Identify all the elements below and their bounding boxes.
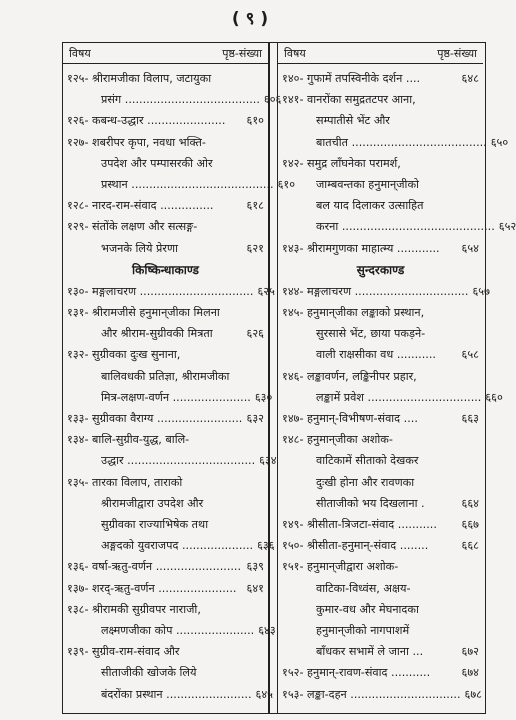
entry-text: १२५- श्रीरामजीका विलाप, जटायुका [67, 72, 212, 85]
section-heading: किष्किन्धाकाण्ड [132, 262, 199, 277]
entry-page-number: ६२५ [257, 284, 275, 298]
entry-text: १५३- लङ्का-दहन ............................... [282, 687, 461, 701]
entry-page-number: ६५४ [461, 241, 479, 255]
toc-entry [67, 641, 273, 705]
toc-entry [282, 429, 479, 514]
entry-page-number: ६२१ [246, 241, 264, 255]
entry-text: १५०- श्रीसीता-हनुमान्-संवाद ........ [282, 539, 429, 553]
entry-text: मित्र-लक्षण-वर्णन ...................... [101, 390, 251, 404]
entry-text: १४०- गुफामें तपस्विनीके दर्शन .... [282, 72, 421, 85]
entry-text: और श्रीराम-सुग्रीवकी मित्रता [101, 327, 213, 341]
toc-entry [282, 68, 479, 89]
toc-entry [282, 514, 479, 535]
entry-text: बाँधकर सभामें ले जाना ... [316, 645, 424, 659]
entry-text: सुग्रीवका राज्याभिषेक तथा [101, 518, 209, 532]
entry-text: उद्धार .................................... [101, 454, 256, 468]
entry-page-number: ६३६ [257, 539, 275, 553]
entry-text: १३९- सुग्रीव-राम-संवाद और [67, 645, 180, 659]
toc-entry [282, 556, 479, 662]
page-count-heading: पृष्ठ-संख्या [222, 46, 262, 60]
entry-page-number: ६१० [246, 114, 264, 128]
entry-text: सीताजीकी खोजके लिये [101, 666, 197, 680]
right-column-entries [278, 64, 516, 705]
toc-entry [282, 302, 479, 366]
entry-text: उपदेश और पम्पासरकी ओर [101, 156, 213, 170]
entry-text: कुमार-वध और मेघनादका [316, 602, 419, 616]
entry-text: बातचीत ...................................... [316, 135, 487, 149]
entry-text: लक्ष्मणजीका कोप ...................... [101, 624, 255, 638]
toc-entry [282, 153, 516, 238]
toc-entry [282, 89, 509, 153]
entry-page-number: ६३२ [246, 412, 264, 426]
entry-text: बालिवधकी प्रतिज्ञा, श्रीरामजीका [101, 369, 230, 383]
entry-page-number: ६७४ [461, 666, 479, 680]
entry-text: १४९- श्रीसीता-त्रिजटा-संवाद ........... [282, 518, 437, 532]
entry-page-number: ६२६ [246, 327, 264, 341]
entry-text: १३८- श्रीरामकी सुग्रीवपर नाराजी, [67, 602, 201, 616]
entry-text: बल याद दिलाकर उत्साहित [316, 199, 424, 213]
entry-text: १२७- शबरीपर कृपा, नवधा भक्ति- [67, 135, 206, 149]
toc-entry [67, 110, 264, 131]
entry-page-number: ६५७ [472, 284, 490, 298]
toc-entry [282, 535, 479, 556]
entry-page-number: ६१८ [246, 199, 264, 213]
entry-page-number: ६६३ [461, 412, 479, 426]
entry-text: १४७- हनुमान्-विभीषण-संवाद .... [282, 412, 418, 426]
subject-heading: विषय [69, 46, 91, 60]
toc-entry [67, 344, 273, 408]
toc-entry [67, 578, 264, 599]
entry-text: श्रीरामजीद्वारा उपदेश और [101, 496, 204, 510]
entry-text: अङ्गदको युवराजपद .................... [101, 539, 254, 553]
entry-page-number: ६०६ [263, 93, 282, 107]
entry-text: १४८- हनुमान्‌जीका अशोक- [282, 433, 393, 447]
entry-text: वाटिका-विध्वंस, अक्षय- [316, 581, 411, 595]
toc-entry [67, 68, 282, 110]
left-column [63, 43, 296, 713]
contents-table [62, 42, 516, 714]
entry-page-number: ६३९ [246, 560, 264, 574]
section-heading: सुन्दरकाण्ड [356, 262, 405, 277]
entry-text: १३४- बालि-सुग्रीव-युद्ध, बालि- [67, 433, 190, 447]
toc-entry [282, 281, 490, 302]
toc-entry [282, 662, 479, 683]
toc-entry [67, 302, 264, 344]
entry-text: १३३- सुग्रीवका वैराग्य ........................ [67, 412, 243, 426]
entry-text: जाम्बवन्तका हनुमान्‌जीको [316, 178, 419, 192]
entry-page-number: ६६८ [461, 539, 479, 553]
page-count-heading: पृष्ठ-संख्या [437, 46, 477, 60]
entry-page-number: ६७२ [461, 645, 479, 659]
toc-entry [67, 429, 277, 471]
toc-entry [67, 472, 275, 557]
toc-entry [67, 556, 264, 577]
entry-page-number: ६१० [277, 178, 296, 192]
entry-text: १२९- संतोंके लक्षण और सत्सङ्ग- [67, 220, 198, 234]
entry-text: १३०- मङ्गलाचरण ................................ [67, 284, 254, 298]
entry-page-number: ६६४ [461, 496, 479, 510]
toc-entry [67, 281, 275, 302]
toc-entry [67, 599, 276, 641]
entry-text: १३१- श्रीरामजीसे हनुमान्‌जीका मिलना [67, 306, 220, 320]
entry-text: १५१- हनुमान्‌जीद्वारा अशोक- [282, 560, 399, 574]
entry-text: दुःखी होना और रावणका [316, 475, 415, 489]
toc-entry [67, 216, 264, 258]
entry-text: सीताजीको भय दिखलाना . [316, 496, 425, 510]
entry-page-number: ६५२ [498, 220, 516, 234]
left-column-header [63, 43, 268, 64]
right-column-header [278, 43, 483, 64]
entry-text: १४१- वानरोंका समुद्रतटपर आना, [282, 93, 416, 107]
entry-text: वाली राक्षसीका वध ........... [316, 348, 436, 362]
entry-text: करना ........................................... [316, 220, 495, 234]
entry-text: १२८- नारद-राम-संवाद ............... [67, 199, 214, 213]
entry-text: १५२- हनुमान्-रावण-संवाद ........... [282, 666, 431, 680]
entry-page-number: ६४८ [461, 72, 479, 85]
entry-text: वाटिकामें सीताको देखकर [316, 454, 419, 468]
toc-entry [67, 132, 296, 196]
toc-entry [67, 408, 264, 429]
entry-page-number: ६५० [490, 135, 509, 149]
entry-text: १३६- वर्षा-ऋतु-वर्णन ........................ [67, 560, 242, 574]
entry-text: प्रसंग ...................................... [101, 93, 260, 107]
toc-entry [67, 195, 264, 216]
entry-page-number: ६४१ [246, 581, 264, 595]
entry-text: लङ्कामें प्रवेश ................................ [316, 390, 482, 404]
entry-text: हनुमान्‌जीको नागपाशमें [316, 624, 410, 638]
entry-text: १४६- लङ्कावर्णन, लङ्किनीपर प्रहार, [282, 369, 417, 383]
entry-page-number: ६४५ [255, 687, 273, 701]
page-number: ( ९ ) [231, 9, 269, 29]
left-column-entries [63, 64, 296, 705]
entry-text: १२६- कबन्ध-उद्धार ...................... [67, 114, 226, 128]
entry-page-number: ६६७ [461, 518, 479, 532]
toc-entry [282, 238, 479, 259]
entry-text: प्रस्थान ........................................ [101, 178, 274, 192]
entry-text: १४२- समुद्र लाँघनेका परामर्श, [282, 156, 401, 170]
entry-text: १३५- तारका विलाप, ताराको [67, 475, 183, 489]
entry-text: १४३- श्रीरामगुणका माहात्म्य ............ [282, 241, 440, 255]
entry-page-number: ६३० [254, 390, 273, 404]
toc-entry [282, 366, 503, 408]
entry-text: सुरसासे भेंट, छाया पकड़ने- [316, 327, 426, 341]
entry-page-number: ६४३ [258, 624, 276, 638]
entry-text: सम्पातीसे भेंट और [316, 114, 390, 128]
entry-page-number: ६७८ [464, 687, 482, 701]
subject-heading: विषय [284, 46, 306, 60]
entry-text: बंदरोंका प्रस्थान ........................ [101, 687, 252, 701]
toc-entry [282, 408, 479, 429]
entry-text: १३७- शरद्-ऋतु-वर्णन ...................... [67, 581, 237, 595]
right-column [277, 43, 516, 713]
entry-text: १४५- हनुमान्‌जीका लङ्काको प्रस्थान, [282, 306, 425, 320]
entry-page-number: ६५८ [461, 348, 479, 362]
entry-page-number: ६६० [485, 390, 503, 404]
toc-entry [282, 684, 482, 705]
entry-text: १३२- सुग्रीवका दुःख सुनाना, [67, 348, 181, 362]
entry-text: भजनके लिये प्रेरणा [101, 241, 178, 255]
entry-page-number: ६३४ [259, 454, 277, 468]
entry-text: १४४- मङ्गलाचरण ................................ [282, 284, 469, 298]
